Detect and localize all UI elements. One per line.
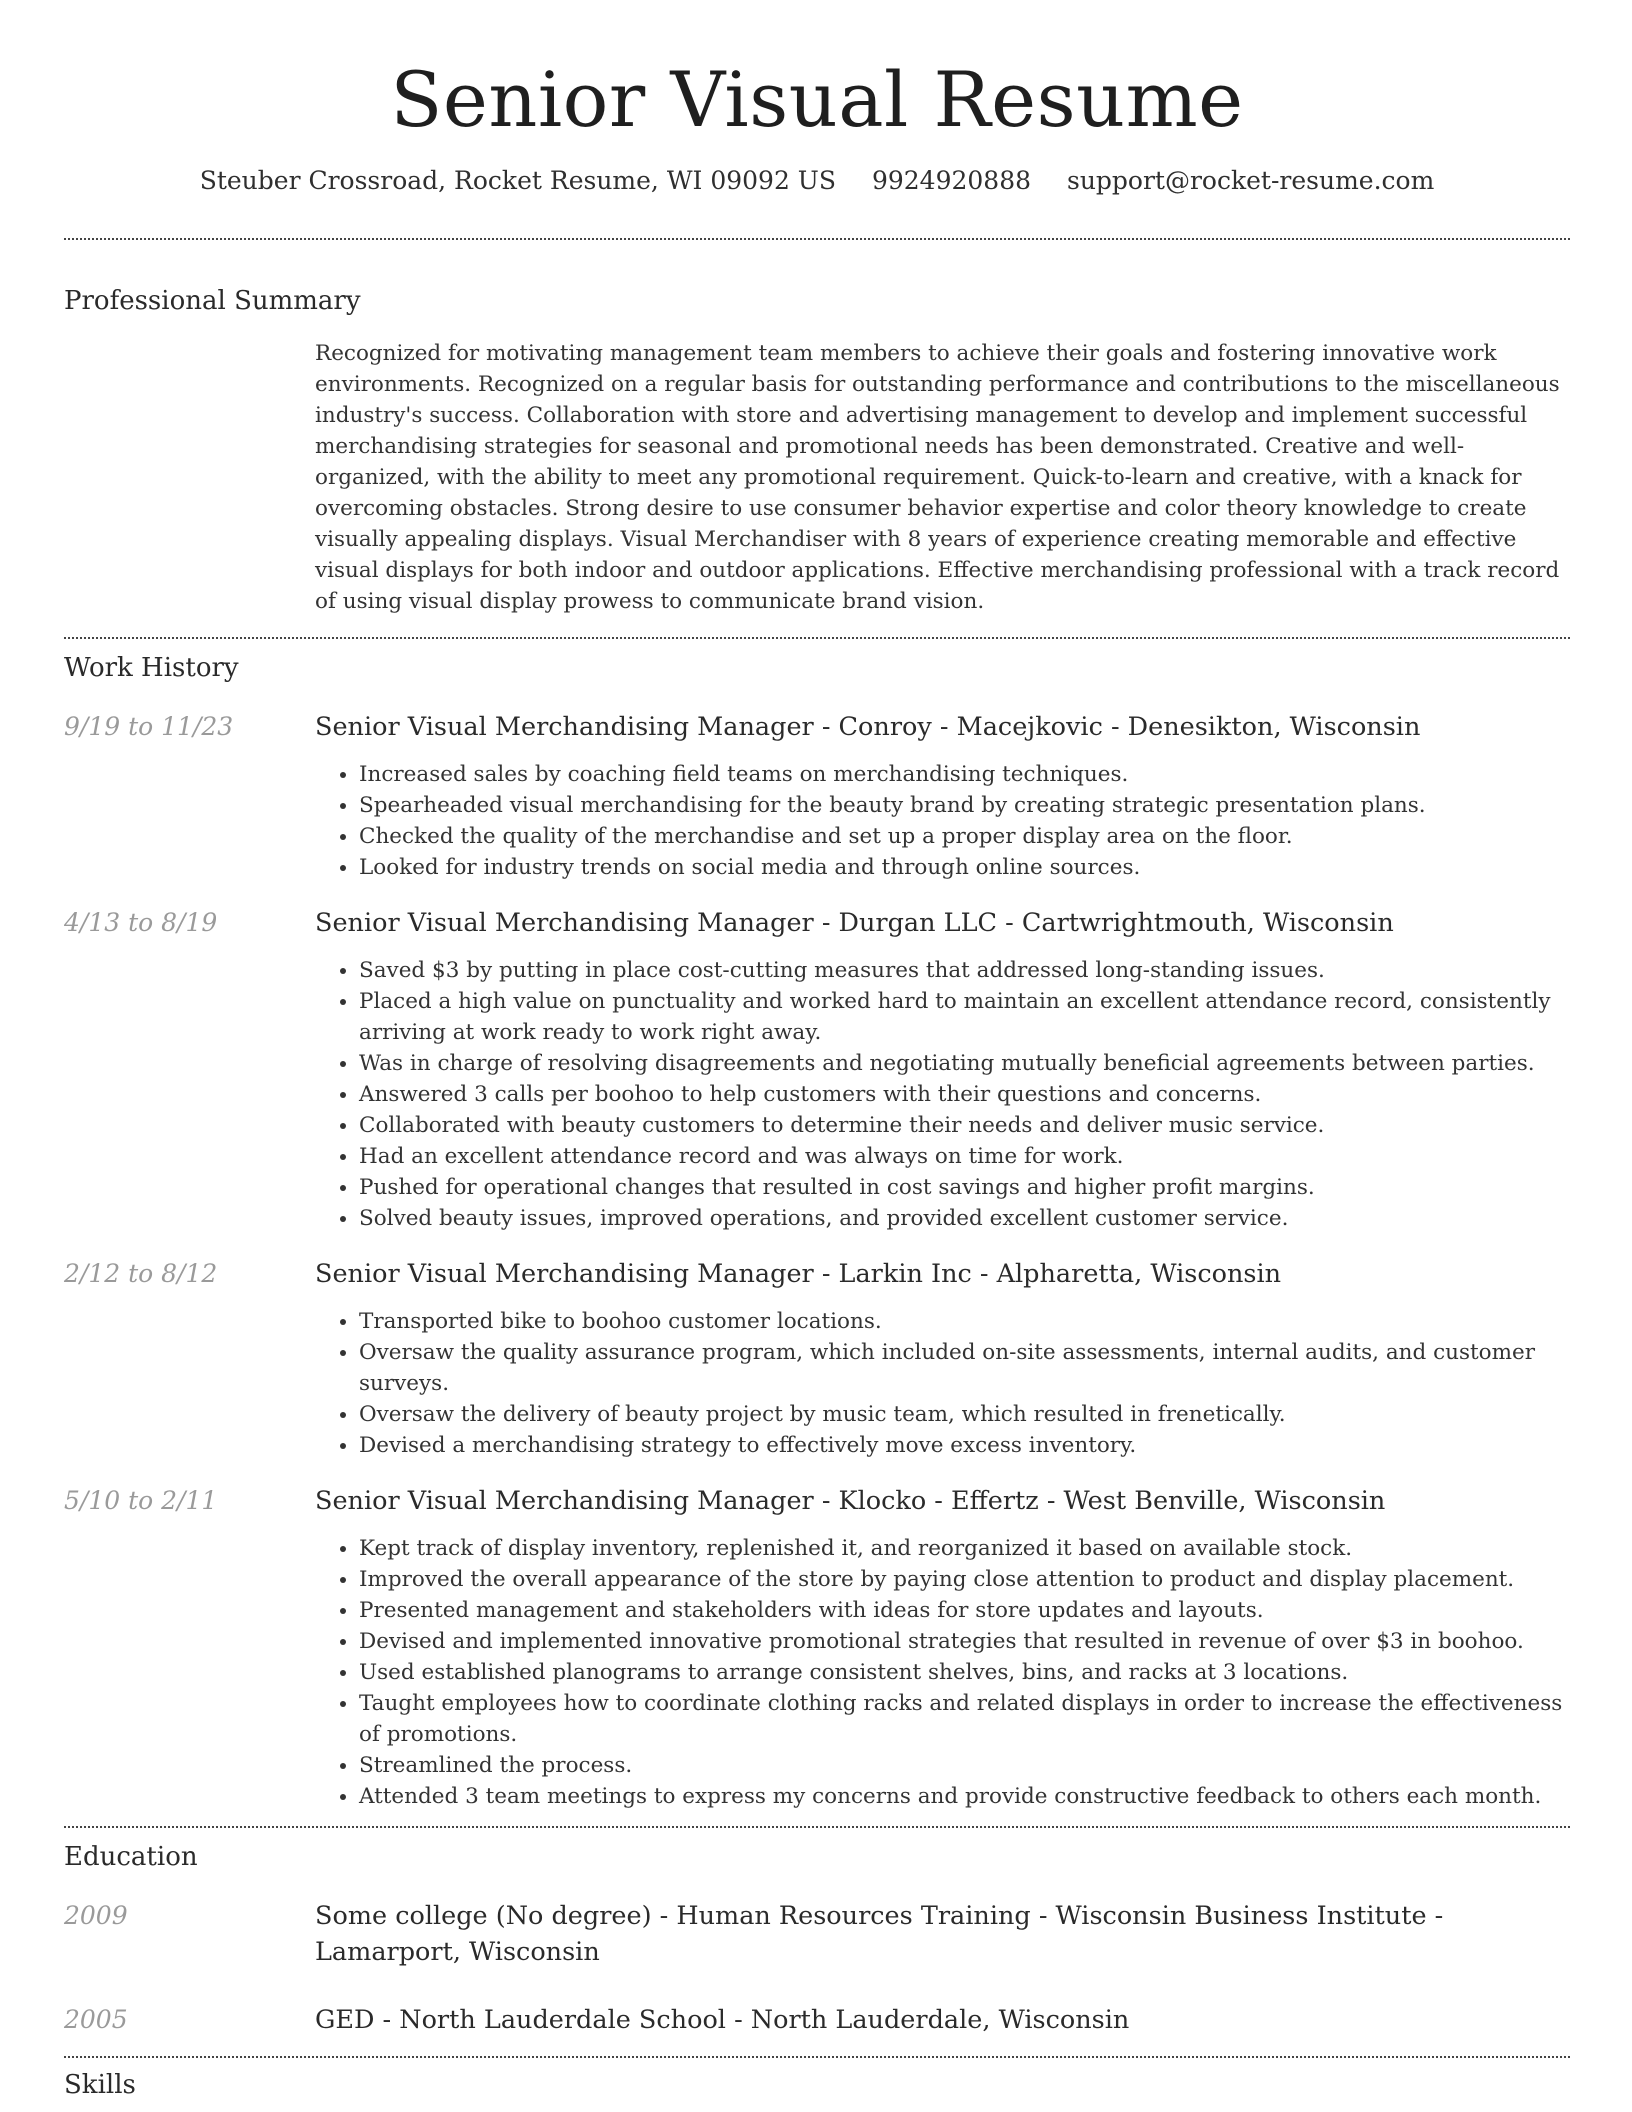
job-bullet: • Increased sales by coaching field teams on merchandising techniques.	[359, 759, 1570, 790]
job-title: Senior Visual Merchandising Manager - Klocko - Effertz - West Benville, Wisconsin	[315, 1486, 1386, 1516]
education-entry	[64, 2002, 1570, 2038]
job-bullets	[315, 1306, 1570, 1461]
contact-phone: 9924920888	[871, 166, 1032, 195]
job-dates: 2/12 to 8/12	[64, 1259, 218, 1288]
education-year: 2005	[64, 2005, 128, 2034]
resume-name: Senior Visual Resume	[390, 55, 1244, 144]
contact-address: Steuber Crossroad, Rocket Resume, WI 09092 US	[199, 166, 837, 195]
job-bullet: • Was in charge of resolving disagreements and negotiating mutually beneficial agreements between parties.	[359, 1048, 1570, 1079]
job-bullet: • Taught employees how to coordinate clothing racks and related displays in order to increase the effectiveness of promotions.	[359, 1688, 1570, 1750]
contact-line	[64, 164, 1570, 198]
job-entry	[64, 905, 1570, 1234]
education-title: GED - North Lauderdale School - North Lauderdale, Wisconsin	[315, 2005, 1130, 2035]
job-bullet: • Had an excellent attendance record and was always on time for work.	[359, 1141, 1570, 1172]
contact-email: support@rocket-resume.com	[1066, 166, 1435, 195]
section-divider	[64, 2056, 1570, 2058]
section-divider	[64, 1826, 1570, 1828]
education-title: Some college (No degree) - Human Resources Training - Wisconsin Business Institute - Lamarport, Wisconsin	[315, 1901, 1444, 1967]
job-bullet: • Oversaw the delivery of beauty project by music team, which resulted in frenetically.	[359, 1399, 1570, 1430]
job-bullet: • Used established planograms to arrange consistent shelves, bins, and racks at 3 locations.	[359, 1657, 1570, 1688]
job-bullet: • Looked for industry trends on social media and through online sources.	[359, 852, 1570, 883]
work-history-heading: Work History	[64, 653, 239, 683]
job-bullets	[315, 759, 1570, 883]
education-heading: Education	[64, 1842, 198, 1872]
job-bullet: • Saved $3 by putting in place cost-cutting measures that addressed long-standing issues.	[359, 955, 1570, 986]
job-title: Senior Visual Merchandising Manager - Larkin Inc - Alpharetta, Wisconsin	[315, 1259, 1282, 1289]
job-bullet: • Solved beauty issues, improved operations, and provided excellent customer service.	[359, 1203, 1570, 1234]
job-bullet: • Spearheaded visual merchandising for the beauty brand by creating strategic presentation plans.	[359, 790, 1570, 821]
job-bullets	[315, 955, 1570, 1234]
job-bullet: • Improved the overall appearance of the store by paying close attention to product and display placement.	[359, 1564, 1570, 1595]
job-bullet: • Presented management and stakeholders with ideas for store updates and layouts.	[359, 1595, 1570, 1626]
job-bullet: • Transported bike to boohoo customer locations.	[359, 1306, 1570, 1337]
job-title: Senior Visual Merchandising Manager - Durgan LLC - Cartwrightmouth, Wisconsin	[315, 908, 1394, 938]
job-bullet: • Devised and implemented innovative promotional strategies that resulted in revenue of over $3 in boohoo.	[359, 1626, 1570, 1657]
job-entry	[64, 1256, 1570, 1461]
job-bullet: • Devised a merchandising strategy to effectively move excess inventory.	[359, 1430, 1570, 1461]
job-bullet: • Checked the quality of the merchandise and set up a proper display area on the floor.	[359, 821, 1570, 852]
job-bullets	[315, 1533, 1570, 1812]
resume-page	[64, 0, 1570, 2102]
education-entry	[64, 1898, 1570, 1970]
job-bullet: • Answered 3 calls per boohoo to help customers with their questions and concerns.	[359, 1079, 1570, 1110]
job-bullet: • Pushed for operational changes that resulted in cost savings and higher profit margins.	[359, 1172, 1570, 1203]
job-dates: 5/10 to 2/11	[64, 1486, 218, 1515]
job-bullet: • Placed a high value on punctuality and worked hard to maintain an excellent attendance record, consistently arriving at work ready to work right away.	[359, 986, 1570, 1048]
job-entry	[64, 1483, 1570, 1812]
job-dates: 4/13 to 8/19	[64, 908, 218, 937]
skills-heading: Skills	[64, 2070, 136, 2100]
job-entry	[64, 709, 1570, 883]
job-dates: 9/19 to 11/23	[64, 712, 234, 741]
job-bullet: • Attended 3 team meetings to express my concerns and provide constructive feedback to others each month.	[359, 1781, 1570, 1812]
education-year: 2009	[64, 1901, 128, 1930]
job-title: Senior Visual Merchandising Manager - Conroy - Macejkovic - Denesikton, Wisconsin	[315, 712, 1421, 742]
job-bullet: • Collaborated with beauty customers to determine their needs and deliver music service.	[359, 1110, 1570, 1141]
section-divider	[64, 637, 1570, 639]
job-bullet: • Streamlined the process.	[359, 1750, 1570, 1781]
job-bullet: • Oversaw the quality assurance program, which included on-site assessments, internal audits, and customer surveys.	[359, 1337, 1570, 1399]
summary-heading: Professional Summary	[64, 286, 361, 316]
job-bullet: • Kept track of display inventory, replenished it, and reorganized it based on available stock.	[359, 1533, 1570, 1564]
section-divider	[64, 238, 1570, 240]
summary-text: Recognized for motivating management team members to achieve their goals and fostering innovative work environments. Recognized on a regular basis for outstanding performance and contributions to the miscellaneous industry's success. Collaboration with store and advertising management to develop and implement successful merchandising strategies for seasonal and promotional needs has been demonstrated. Creative and well-organized, with the ability to meet any promotional requirement. Quick-to-learn and creative, with a knack for overcoming obstacles. Strong desire to use consumer behavior expertise and color theory knowledge to create visually appealing displays. Visual Merchandiser with 8 years of experience creating memorable and effective visual displays for both indoor and outdoor applications. Effective merchandising professional with a track record of using visual display prowess to communicate brand vision.	[315, 341, 1560, 614]
